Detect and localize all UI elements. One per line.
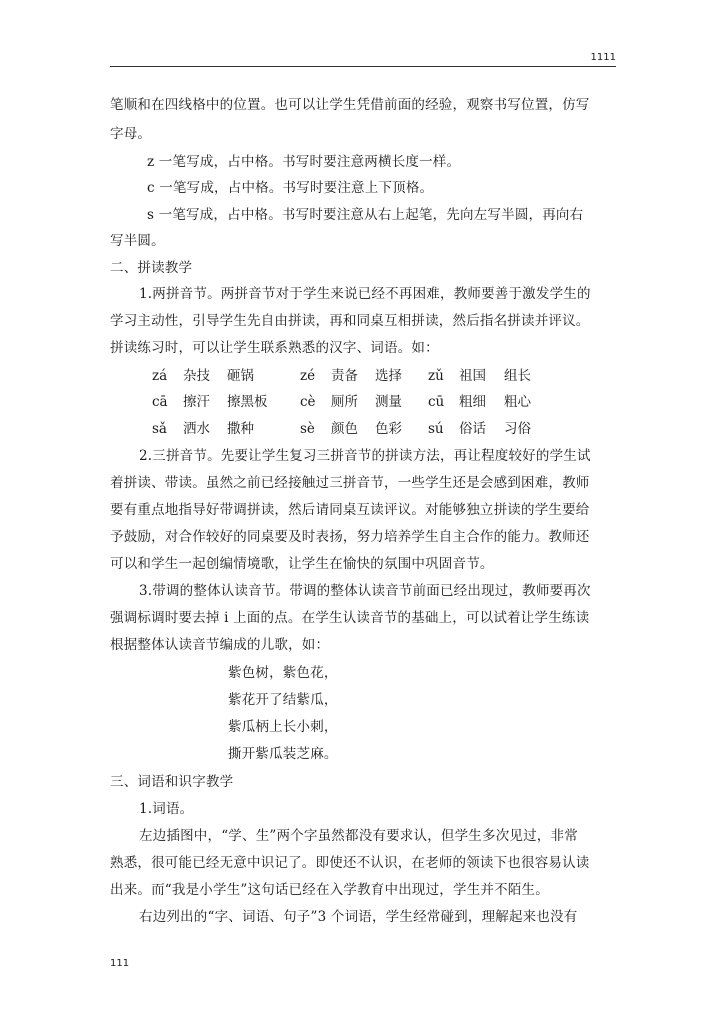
text-line: 右边列出的“字、词语、句子”3 个词语，学生经常碰到，理解起来也没有 [139,909,578,925]
pinyin-cell: 测量 [375,394,402,410]
text-line: 拼读练习时，可以让学生联系熟悉的汉字、词语。如： [110,340,439,356]
text-line: 笔顺和在四线格中的位置。也可以让学生凭借前面的经验，观察书写位置，仿写 [110,97,590,113]
pinyin-cell: zé [300,368,316,384]
poem-line: 紫瓜柄上长小刺， [228,719,338,735]
text-line: 熟悉，很可能已经无意中识记了。即使还不认识，在老师的领读下也很容易认读 [110,855,590,871]
pinyin-cell: zá [152,368,168,384]
pinyin-cell: sǎ [152,421,167,437]
pinyin-cell: 砸锅 [227,368,254,384]
footer-page-number: 111 [110,958,130,969]
text-line: 可以和学生一起创编情境歌，让学生在愉快的氛围中巩固音节。 [110,556,494,572]
poem-line: 撕开紫瓜装芝麻。 [228,746,338,762]
text-line: 字母。 [110,126,152,142]
text-line: 1.词语。 [139,801,194,817]
text-line: 左边插图中，“学、生”两个字虽然都没有要求认，但学生多次见过，非常 [139,828,578,844]
pinyin-cell: 色彩 [375,421,402,437]
text-line: c 一笔写成，占中格。书写时要注意上下顶格。 [147,180,434,196]
text-line: 3.带调的整体认读音节。带调的整体认读音节前面已经出现过，教师要再次 [139,583,591,599]
pinyin-cell: 组长 [504,368,531,384]
text-line: 2.三拼音节。先要让学生复习三拼音节的拼读方法，再让程度较好的学生试 [139,448,591,464]
text-line: 写半圆。 [110,233,165,249]
pinyin-cell: 洒水 [183,421,210,437]
pinyin-cell: cū [428,394,445,410]
pinyin-cell: 选择 [375,368,402,384]
pinyin-cell: cā [152,394,168,410]
text-line: 学习主动性，引导学生先自由拼读，再和同桌互相拼读，然后指名拼读并评议。 [110,313,590,329]
poem-line: 紫花开了结紫瓜， [228,692,338,708]
text-line: 出来。而“我是小学生”这句话已经在入学教育中出现过，学生并不陌生。 [110,882,549,898]
pinyin-cell: sú [428,421,444,437]
pinyin-cell: 擦汗 [183,394,210,410]
text-line: 根据整体认读音节编成的儿歌，如： [110,637,330,653]
text-line: z 一笔写成，占中格。书写时要注意两横长度一样。 [147,154,461,170]
pinyin-cell: 颜色 [331,421,358,437]
header-page-number: 1111 [590,52,616,63]
poem-line: 紫色树，紫色花， [228,665,338,681]
section-heading: 二、拼读教学 [110,260,193,276]
pinyin-cell: 习俗 [504,421,531,437]
text-line: 1.两拼音节。两拼音节对于学生来说已经不再困难，教师要善于激发学生的 [139,286,591,302]
pinyin-cell: 厕所 [331,394,358,410]
pinyin-cell: 撒种 [227,421,254,437]
pinyin-cell: 责备 [331,368,358,384]
text-line: s 一笔写成，占中格。书写时要注意从右上起笔，先向左写半圆，再向右 [147,207,584,223]
pinyin-cell: 杂技 [183,368,210,384]
text-line: 要有重点地指导好带调拼读，然后请同桌互读评议。对能够独立拼读的学生要给 [110,502,590,518]
pinyin-cell: 祖国 [459,368,486,384]
header-rule [110,66,616,67]
pinyin-cell: cè [300,394,316,410]
pinyin-cell: 粗细 [459,394,486,410]
pinyin-cell: zǔ [428,368,444,384]
text-line: 着拼读、带读。虽然之前已经接触过三拼音节，一些学生还是会感到困难，教师 [110,475,590,491]
pinyin-cell: 粗心 [504,394,531,410]
section-heading: 三、词语和识字教学 [110,774,234,790]
pinyin-cell: sè [300,421,315,437]
text-line: 予鼓励，对合作较好的同桌要及时表扬，努力培养学生自主合作的能力。教师还 [110,529,590,545]
pinyin-cell: 俗话 [459,421,486,437]
pinyin-cell: 擦黑板 [227,394,268,410]
text-line: 强调标调时要去掉 i 上面的点。在学生认读音节的基础上，可以试着让学生练读 [110,610,590,626]
